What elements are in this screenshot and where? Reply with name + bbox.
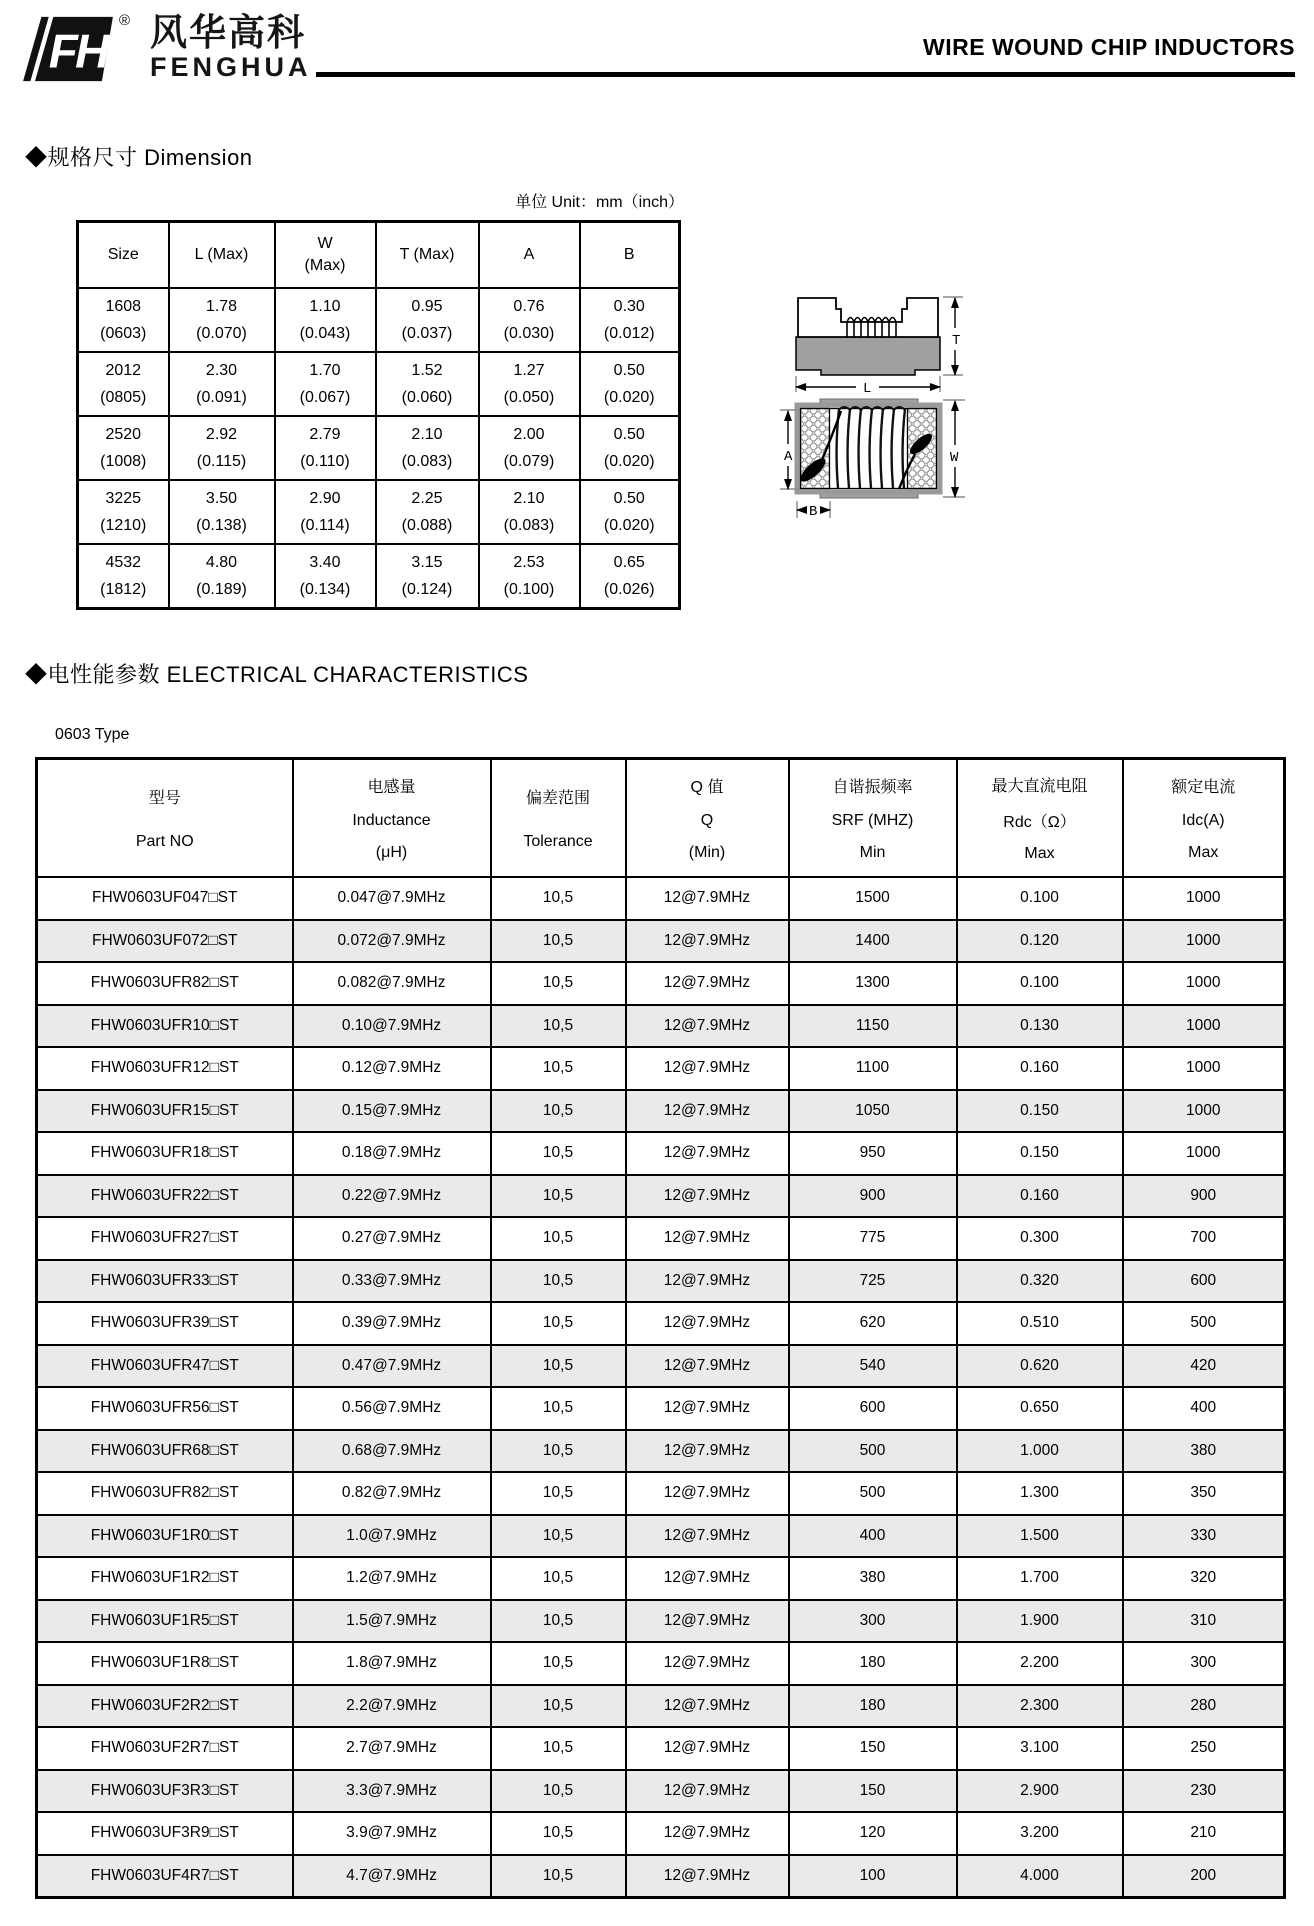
q-min-cell: 12@7.9MHz	[626, 1685, 789, 1728]
electrical-table	[35, 757, 1286, 1899]
header-rule	[316, 72, 1295, 77]
dimension-cell: 4532 (1812)	[78, 544, 169, 609]
rdc-max-cell: 1.300	[957, 1472, 1123, 1515]
electrical-table-head-row	[37, 759, 1285, 878]
q-min-cell: 12@7.9MHz	[626, 1642, 789, 1685]
part-no-cell: FHW0603UF047□ST	[37, 877, 293, 920]
q-min-cell: 12@7.9MHz	[626, 962, 789, 1005]
q-min-cell: 12@7.9MHz	[626, 1770, 789, 1813]
dimension-row	[78, 288, 680, 352]
q-min-cell: 12@7.9MHz	[626, 1600, 789, 1643]
rdc-max-cell: 1.500	[957, 1515, 1123, 1558]
elec-col-header-srf-min: 自谐振频率 SRF (MHZ) Min	[789, 759, 957, 878]
idc-max-cell: 420	[1123, 1345, 1285, 1388]
electrical-section-heading: ◆电性能参数 ELECTRICAL CHARACTERISTICS	[25, 662, 529, 687]
part-no-cell: FHW0603UF1R2□ST	[37, 1557, 293, 1600]
tolerance-cell: 10,5	[491, 1090, 626, 1133]
part-no-cell: FHW0603UFR82□ST	[37, 1472, 293, 1515]
q-min-cell: 12@7.9MHz	[626, 1260, 789, 1303]
inductance-cell: 1.5@7.9MHz	[293, 1600, 491, 1643]
electrical-row	[37, 1557, 1285, 1600]
srf-min-cell: 180	[789, 1685, 957, 1728]
tolerance-cell: 10,5	[491, 1132, 626, 1175]
idc-max-cell: 500	[1123, 1302, 1285, 1345]
dimension-cell: 1.10 (0.043)	[275, 288, 376, 352]
part-no-cell: FHW0603UF1R5□ST	[37, 1600, 293, 1643]
tolerance-cell: 10,5	[491, 1685, 626, 1728]
q-min-cell: 12@7.9MHz	[626, 1472, 789, 1515]
part-no-cell: FHW0603UFR15□ST	[37, 1090, 293, 1133]
tolerance-cell: 10,5	[491, 1175, 626, 1218]
rdc-max-cell: 2.200	[957, 1642, 1123, 1685]
dimension-table-body	[78, 288, 680, 609]
dimension-cell: 1.52 (0.060)	[376, 352, 479, 416]
dimension-row	[78, 416, 680, 480]
rdc-max-cell: 0.320	[957, 1260, 1123, 1303]
unit-label: 单位 Unit：mm（inch）	[515, 194, 684, 211]
dimension-diagram	[755, 280, 990, 530]
idc-max-cell: 1000	[1123, 877, 1285, 920]
tolerance-cell: 10,5	[491, 1217, 626, 1260]
inductance-cell: 1.2@7.9MHz	[293, 1557, 491, 1600]
srf-min-cell: 1500	[789, 877, 957, 920]
dimension-cell: 2.92 (0.115)	[169, 416, 275, 480]
tolerance-cell: 10,5	[491, 1770, 626, 1813]
inductance-cell: 0.47@7.9MHz	[293, 1345, 491, 1388]
srf-min-cell: 600	[789, 1387, 957, 1430]
electrical-row	[37, 1515, 1285, 1558]
dimension-row	[78, 352, 680, 416]
electrical-row	[37, 1430, 1285, 1473]
q-min-cell: 12@7.9MHz	[626, 1387, 789, 1430]
inductance-cell: 4.7@7.9MHz	[293, 1855, 491, 1898]
dimension-col-header: L (Max)	[169, 222, 275, 289]
tolerance-cell: 10,5	[491, 1515, 626, 1558]
rdc-max-cell: 2.900	[957, 1770, 1123, 1813]
inductance-cell: 1.0@7.9MHz	[293, 1515, 491, 1558]
tolerance-cell: 10,5	[491, 1642, 626, 1685]
idc-max-cell: 1000	[1123, 1090, 1285, 1133]
diagram-top-view	[780, 399, 965, 520]
dimension-cell: 2012 (0805)	[78, 352, 169, 416]
inductance-cell: 2.7@7.9MHz	[293, 1727, 491, 1770]
dimension-cell: 3225 (1210)	[78, 480, 169, 544]
part-no-cell: FHW0603UFR56□ST	[37, 1387, 293, 1430]
idc-max-cell: 350	[1123, 1472, 1285, 1515]
brand-name-chinese: 风华高科	[150, 12, 306, 53]
inductance-cell: 0.12@7.9MHz	[293, 1047, 491, 1090]
part-no-cell: FHW0603UF3R9□ST	[37, 1812, 293, 1855]
q-min-cell: 12@7.9MHz	[626, 1047, 789, 1090]
q-min-cell: 12@7.9MHz	[626, 1855, 789, 1898]
rdc-max-cell: 1.700	[957, 1557, 1123, 1600]
rdc-max-cell: 3.200	[957, 1812, 1123, 1855]
idc-max-cell: 210	[1123, 1812, 1285, 1855]
dimension-col-header: A	[479, 222, 580, 289]
q-min-cell: 12@7.9MHz	[626, 1515, 789, 1558]
srf-min-cell: 950	[789, 1132, 957, 1175]
inductance-cell: 3.3@7.9MHz	[293, 1770, 491, 1813]
rdc-max-cell: 1.000	[957, 1430, 1123, 1473]
rdc-max-cell: 0.100	[957, 877, 1123, 920]
dim-label-A: A	[784, 449, 793, 465]
electrical-row	[37, 1770, 1285, 1813]
idc-max-cell: 1000	[1123, 1047, 1285, 1090]
srf-min-cell: 500	[789, 1472, 957, 1515]
idc-max-cell: 230	[1123, 1770, 1285, 1813]
dimension-col-header: W (Max)	[275, 222, 376, 289]
dimension-cell: 0.30 (0.012)	[580, 288, 680, 352]
rdc-max-cell: 0.160	[957, 1047, 1123, 1090]
rdc-max-cell: 0.510	[957, 1302, 1123, 1345]
type-label: 0603 Type	[55, 726, 130, 743]
dim-label-B: B	[809, 504, 818, 520]
inductance-cell: 0.072@7.9MHz	[293, 920, 491, 963]
srf-min-cell: 380	[789, 1557, 957, 1600]
elec-col-header-tolerance: 偏差范围 Tolerance	[491, 759, 626, 878]
idc-max-cell: 200	[1123, 1855, 1285, 1898]
part-no-cell: FHW0603UF2R2□ST	[37, 1685, 293, 1728]
part-no-cell: FHW0603UF1R8□ST	[37, 1642, 293, 1685]
srf-min-cell: 725	[789, 1260, 957, 1303]
electrical-row	[37, 1387, 1285, 1430]
rdc-max-cell: 3.100	[957, 1727, 1123, 1770]
rdc-max-cell: 0.160	[957, 1175, 1123, 1218]
dimension-cell: 2.90 (0.114)	[275, 480, 376, 544]
tolerance-cell: 10,5	[491, 1345, 626, 1388]
inductance-cell: 0.082@7.9MHz	[293, 962, 491, 1005]
srf-min-cell: 1050	[789, 1090, 957, 1133]
rdc-max-cell: 0.130	[957, 1005, 1123, 1048]
q-min-cell: 12@7.9MHz	[626, 1005, 789, 1048]
elec-col-header-rdc-max: 最大直流电阻 Rdc（Ω） Max	[957, 759, 1123, 878]
rdc-max-cell: 1.900	[957, 1600, 1123, 1643]
srf-min-cell: 775	[789, 1217, 957, 1260]
inductance-cell: 0.27@7.9MHz	[293, 1217, 491, 1260]
registered-trademark-icon: ®	[119, 12, 131, 29]
electrical-row	[37, 1472, 1285, 1515]
part-no-cell: FHW0603UF3R3□ST	[37, 1770, 293, 1813]
brand-name-english: FENGHUA	[150, 52, 312, 82]
dimension-cell: 0.76 (0.030)	[479, 288, 580, 352]
electrical-row	[37, 1132, 1285, 1175]
dimension-cell: 3.40 (0.134)	[275, 544, 376, 609]
inductance-cell: 0.39@7.9MHz	[293, 1302, 491, 1345]
tolerance-cell: 10,5	[491, 1387, 626, 1430]
dim-label-W: W	[950, 450, 959, 466]
q-min-cell: 12@7.9MHz	[626, 1345, 789, 1388]
q-min-cell: 12@7.9MHz	[626, 1557, 789, 1600]
electrical-row	[37, 1005, 1285, 1048]
tolerance-cell: 10,5	[491, 877, 626, 920]
srf-min-cell: 400	[789, 1515, 957, 1558]
idc-max-cell: 310	[1123, 1600, 1285, 1643]
electrical-table-body	[37, 877, 1285, 1898]
dimension-cell: 1.27 (0.050)	[479, 352, 580, 416]
electrical-row	[37, 1302, 1285, 1345]
q-min-cell: 12@7.9MHz	[626, 920, 789, 963]
elec-col-header-part-no: 型号 Part NO	[37, 759, 293, 878]
part-no-cell: FHW0603UF2R7□ST	[37, 1727, 293, 1770]
tolerance-cell: 10,5	[491, 1855, 626, 1898]
dimension-cell: 0.65 (0.026)	[580, 544, 680, 609]
idc-max-cell: 300	[1123, 1642, 1285, 1685]
electrical-row	[37, 1642, 1285, 1685]
idc-max-cell: 320	[1123, 1557, 1285, 1600]
idc-max-cell: 400	[1123, 1387, 1285, 1430]
idc-max-cell: 700	[1123, 1217, 1285, 1260]
tolerance-cell: 10,5	[491, 1005, 626, 1048]
rdc-max-cell: 0.150	[957, 1090, 1123, 1133]
part-no-cell: FHW0603UFR18□ST	[37, 1132, 293, 1175]
inductance-cell: 0.33@7.9MHz	[293, 1260, 491, 1303]
dim-label-L: L	[863, 381, 872, 397]
fenghua-logo-mark-icon	[22, 16, 114, 87]
idc-max-cell: 250	[1123, 1727, 1285, 1770]
page-title: WIRE WOUND CHIP INDUCTORS	[923, 34, 1295, 60]
inductance-cell: 0.22@7.9MHz	[293, 1175, 491, 1218]
tolerance-cell: 10,5	[491, 1430, 626, 1473]
tolerance-cell: 10,5	[491, 920, 626, 963]
q-min-cell: 12@7.9MHz	[626, 1812, 789, 1855]
electrical-row	[37, 877, 1285, 920]
dimension-cell: 2.00 (0.079)	[479, 416, 580, 480]
electrical-row	[37, 1600, 1285, 1643]
tolerance-cell: 10,5	[491, 1260, 626, 1303]
dimension-cell: 2520 (1008)	[78, 416, 169, 480]
dimension-row	[78, 544, 680, 609]
inductance-cell: 3.9@7.9MHz	[293, 1812, 491, 1855]
dimension-col-header: T (Max)	[376, 222, 479, 289]
srf-min-cell: 1150	[789, 1005, 957, 1048]
q-min-cell: 12@7.9MHz	[626, 877, 789, 920]
dimension-table	[76, 220, 681, 610]
dimension-cell: 1.70 (0.067)	[275, 352, 376, 416]
dim-label-T: T	[952, 333, 961, 349]
electrical-row	[37, 1047, 1285, 1090]
inductance-cell: 0.15@7.9MHz	[293, 1090, 491, 1133]
dimension-cell: 2.30 (0.091)	[169, 352, 275, 416]
srf-min-cell: 120	[789, 1812, 957, 1855]
tolerance-cell: 10,5	[491, 962, 626, 1005]
rdc-max-cell: 0.150	[957, 1132, 1123, 1175]
electrical-row	[37, 1217, 1285, 1260]
inductance-cell: 0.82@7.9MHz	[293, 1472, 491, 1515]
electrical-row	[37, 1345, 1285, 1388]
rdc-max-cell: 4.000	[957, 1855, 1123, 1898]
q-min-cell: 12@7.9MHz	[626, 1302, 789, 1345]
q-min-cell: 12@7.9MHz	[626, 1217, 789, 1260]
diagram-side-view	[796, 297, 963, 397]
idc-max-cell: 1000	[1123, 1005, 1285, 1048]
tolerance-cell: 10,5	[491, 1302, 626, 1345]
inductance-cell: 0.56@7.9MHz	[293, 1387, 491, 1430]
srf-min-cell: 100	[789, 1855, 957, 1898]
idc-max-cell: 1000	[1123, 1132, 1285, 1175]
electrical-row	[37, 1812, 1285, 1855]
tolerance-cell: 10,5	[491, 1600, 626, 1643]
srf-min-cell: 540	[789, 1345, 957, 1388]
inductance-cell: 0.68@7.9MHz	[293, 1430, 491, 1473]
part-no-cell: FHW0603UFR39□ST	[37, 1302, 293, 1345]
inductance-cell: 1.8@7.9MHz	[293, 1642, 491, 1685]
rdc-max-cell: 0.620	[957, 1345, 1123, 1388]
rdc-max-cell: 0.100	[957, 962, 1123, 1005]
srf-min-cell: 1100	[789, 1047, 957, 1090]
srf-min-cell: 150	[789, 1727, 957, 1770]
part-no-cell: FHW0603UFR22□ST	[37, 1175, 293, 1218]
dimension-cell: 2.25 (0.088)	[376, 480, 479, 544]
tolerance-cell: 10,5	[491, 1557, 626, 1600]
srf-min-cell: 620	[789, 1302, 957, 1345]
idc-max-cell: 1000	[1123, 920, 1285, 963]
electrical-row	[37, 1685, 1285, 1728]
rdc-max-cell: 2.300	[957, 1685, 1123, 1728]
dimension-cell: 2.79 (0.110)	[275, 416, 376, 480]
inductance-cell: 0.047@7.9MHz	[293, 877, 491, 920]
srf-min-cell: 500	[789, 1430, 957, 1473]
part-no-cell: FHW0603UFR10□ST	[37, 1005, 293, 1048]
dimension-table-head-row	[78, 222, 680, 289]
dimension-cell: 3.50 (0.138)	[169, 480, 275, 544]
electrical-row	[37, 1090, 1285, 1133]
elec-col-header-q-min: Q 值 Q (Min)	[626, 759, 789, 878]
part-no-cell: FHW0603UFR68□ST	[37, 1430, 293, 1473]
rdc-max-cell: 0.120	[957, 920, 1123, 963]
dimension-col-header: Size	[78, 222, 169, 289]
part-no-cell: FHW0603UF072□ST	[37, 920, 293, 963]
dimension-cell: 2.10 (0.083)	[479, 480, 580, 544]
inductance-cell: 2.2@7.9MHz	[293, 1685, 491, 1728]
dimension-col-header: B	[580, 222, 680, 289]
brand-block	[150, 14, 312, 81]
idc-max-cell: 280	[1123, 1685, 1285, 1728]
electrical-row	[37, 962, 1285, 1005]
idc-max-cell: 1000	[1123, 962, 1285, 1005]
electrical-row	[37, 920, 1285, 963]
dimension-cell: 2.10 (0.083)	[376, 416, 479, 480]
electrical-row	[37, 1727, 1285, 1770]
rdc-max-cell: 0.300	[957, 1217, 1123, 1260]
electrical-row	[37, 1855, 1285, 1898]
dimension-cell: 0.50 (0.020)	[580, 480, 680, 544]
dimension-cell: 2.53 (0.100)	[479, 544, 580, 609]
srf-min-cell: 150	[789, 1770, 957, 1813]
elec-col-header-inductance: 电感量 Inductance (μH)	[293, 759, 491, 878]
idc-max-cell: 600	[1123, 1260, 1285, 1303]
q-min-cell: 12@7.9MHz	[626, 1175, 789, 1218]
part-no-cell: FHW0603UFR33□ST	[37, 1260, 293, 1303]
tolerance-cell: 10,5	[491, 1812, 626, 1855]
part-no-cell: FHW0603UFR47□ST	[37, 1345, 293, 1388]
electrical-row	[37, 1260, 1285, 1303]
part-no-cell: FHW0603UF1R0□ST	[37, 1515, 293, 1558]
inductance-cell: 0.10@7.9MHz	[293, 1005, 491, 1048]
rdc-max-cell: 0.650	[957, 1387, 1123, 1430]
srf-min-cell: 180	[789, 1642, 957, 1685]
dimension-section-heading: ◆规格尺寸 Dimension	[25, 145, 253, 170]
q-min-cell: 12@7.9MHz	[626, 1090, 789, 1133]
inductance-cell: 0.18@7.9MHz	[293, 1132, 491, 1175]
electrical-row	[37, 1175, 1285, 1218]
svg-text:FH: FH	[48, 25, 107, 79]
tolerance-cell: 10,5	[491, 1472, 626, 1515]
tolerance-cell: 10,5	[491, 1047, 626, 1090]
dimension-cell: 3.15 (0.124)	[376, 544, 479, 609]
elec-col-header-idc-max: 额定电流 Idc(A) Max	[1123, 759, 1285, 878]
srf-min-cell: 900	[789, 1175, 957, 1218]
srf-min-cell: 1300	[789, 962, 957, 1005]
idc-max-cell: 330	[1123, 1515, 1285, 1558]
q-min-cell: 12@7.9MHz	[626, 1430, 789, 1473]
dimension-row	[78, 480, 680, 544]
srf-min-cell: 1400	[789, 920, 957, 963]
dimension-cell: 1608 (0603)	[78, 288, 169, 352]
dimension-cell: 1.78 (0.070)	[169, 288, 275, 352]
tolerance-cell: 10,5	[491, 1727, 626, 1770]
idc-max-cell: 900	[1123, 1175, 1285, 1218]
srf-min-cell: 300	[789, 1600, 957, 1643]
dimension-cell: 0.95 (0.037)	[376, 288, 479, 352]
idc-max-cell: 380	[1123, 1430, 1285, 1473]
dimension-cell: 0.50 (0.020)	[580, 416, 680, 480]
q-min-cell: 12@7.9MHz	[626, 1727, 789, 1770]
part-no-cell: FHW0603UFR27□ST	[37, 1217, 293, 1260]
q-min-cell: 12@7.9MHz	[626, 1132, 789, 1175]
part-no-cell: FHW0603UFR12□ST	[37, 1047, 293, 1090]
dimension-cell: 0.50 (0.020)	[580, 352, 680, 416]
part-no-cell: FHW0603UF4R7□ST	[37, 1855, 293, 1898]
part-no-cell: FHW0603UFR82□ST	[37, 962, 293, 1005]
dimension-cell: 4.80 (0.189)	[169, 544, 275, 609]
